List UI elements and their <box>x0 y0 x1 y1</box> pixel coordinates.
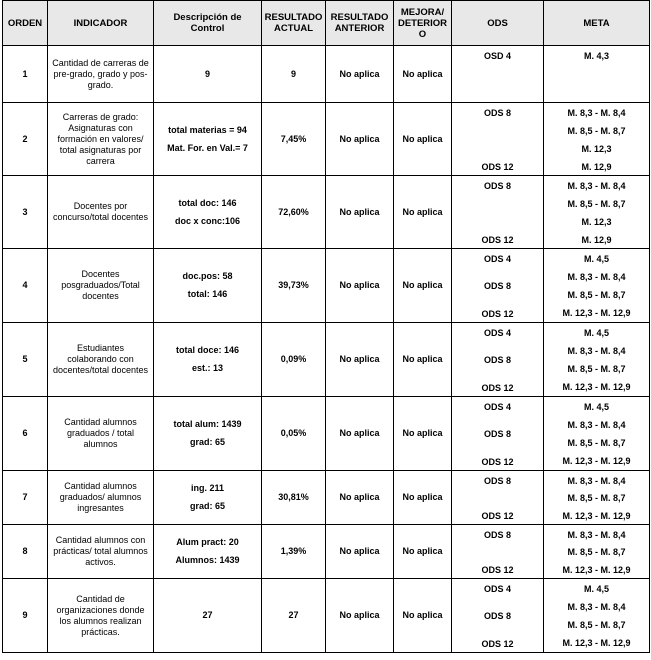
control-line: Alum pract: 20 <box>176 537 239 547</box>
control-line: doc x conc:106 <box>174 215 241 226</box>
ods-value: ODS 8 <box>483 355 511 365</box>
header-descripcion: Descripción de Control <box>154 1 262 46</box>
meta-cell <box>544 103 650 176</box>
meta-value: M. 12,3 - M. 12,9 <box>562 456 631 467</box>
meta-value: M. 12,3 <box>581 216 612 227</box>
meta-value: M. 4,5 <box>583 401 609 412</box>
resultado-actual-cell <box>262 249 326 323</box>
indicador-text: Cantidad de carreras de pre-grado, grado y pos-grado. <box>52 57 149 90</box>
resultado-actual-value: 30,81% <box>278 492 309 502</box>
ods-value: ODS 12 <box>481 161 514 172</box>
orden-value: 1 <box>22 68 28 79</box>
orden-value: 6 <box>22 428 28 438</box>
meta-value: M. 4,3 <box>583 50 609 61</box>
control-cell <box>154 46 262 103</box>
resultado-anterior-cell <box>326 249 394 323</box>
table-row <box>3 46 650 103</box>
mejora-value: No aplica <box>402 206 443 217</box>
resultado-actual-cell <box>262 46 326 103</box>
orden-cell <box>3 397 48 471</box>
meta-value: M. 8,3 - M. 8,4 <box>567 529 626 540</box>
table-row <box>3 471 650 525</box>
meta-cell <box>544 579 650 653</box>
header-mejora: MEJORA/ DETERIOR O <box>394 1 452 46</box>
table-row <box>3 397 650 471</box>
resultado-anterior-value: No aplica <box>339 280 380 290</box>
control-line: total doc: 146 <box>178 197 237 208</box>
mejora-cell <box>394 471 452 525</box>
control-line: est.: 13 <box>191 363 224 373</box>
indicador-text: Cantidad alumnos graduados/ alumnos ingresantes <box>59 481 142 513</box>
ods-cell <box>452 525 544 579</box>
indicador-text: Docentes posgraduados/Total docentes <box>61 269 140 301</box>
ods-value: ODS 12 <box>481 382 514 393</box>
mejora-cell <box>394 176 452 249</box>
header-ods: ODS <box>452 1 544 46</box>
orden-value: 2 <box>22 133 28 144</box>
ods-cell <box>452 176 544 249</box>
resultado-anterior-cell <box>326 46 394 103</box>
meta-value: M. 8,5 - M. 8,7 <box>567 547 626 557</box>
mejora-value: No aplica <box>402 428 443 438</box>
mejora-cell <box>394 525 452 579</box>
ods-value: ODS 4 <box>483 327 511 338</box>
ods-value: ODS 8 <box>483 475 511 486</box>
ods-cell <box>452 323 544 397</box>
orden-value: 3 <box>22 206 28 217</box>
resultado-actual-cell <box>262 471 326 525</box>
meta-value: M. 8,3 - M. 8,4 <box>567 475 626 486</box>
resultado-actual-value: 72,60% <box>278 206 309 217</box>
meta-cell <box>544 323 650 397</box>
resultado-actual-cell <box>262 176 326 249</box>
resultado-actual-value: 9 <box>290 68 296 79</box>
ods-value: ODS 12 <box>481 456 514 467</box>
control-line: Alumnos: 1439 <box>175 555 240 565</box>
meta-value: M. 8,5 - M. 8,7 <box>567 290 626 301</box>
resultado-anterior-cell <box>326 176 394 249</box>
table-row <box>3 103 650 176</box>
resultado-anterior-value: No aplica <box>339 133 380 144</box>
meta-value: M. 12,9 <box>581 161 612 172</box>
indicador-cell <box>48 323 154 397</box>
resultado-anterior-cell <box>326 471 394 525</box>
mejora-value: No aplica <box>402 354 443 364</box>
control-cell <box>154 103 262 176</box>
orden-value: 5 <box>22 354 28 364</box>
control-line: doc.pos: 58 <box>182 271 233 281</box>
ods-cell <box>452 397 544 471</box>
resultado-anterior-value: No aplica <box>339 354 380 364</box>
resultado-anterior-value: No aplica <box>339 428 380 438</box>
ods-cell <box>452 103 544 176</box>
ods-value: ODS 12 <box>481 564 514 575</box>
ods-value: ODS 8 <box>483 107 511 118</box>
ods-value: ODS 8 <box>483 281 511 291</box>
resultado-anterior-value: No aplica <box>339 492 380 502</box>
mejora-cell <box>394 103 452 176</box>
control-cell <box>154 397 262 471</box>
control-line: total alum: 1439 <box>173 419 242 429</box>
meta-value: M. 8,3 - M. 8,4 <box>567 107 626 118</box>
ods-value: ODS 12 <box>481 510 514 521</box>
ods-value: ODS 8 <box>483 180 511 191</box>
orden-cell <box>3 176 48 249</box>
ods-cell <box>452 46 544 103</box>
control-cell <box>154 323 262 397</box>
header-resultado-anterior: RESULTADO ANTERIOR <box>326 1 394 46</box>
ods-value: OSD 4 <box>483 50 511 61</box>
control-line: ing. 211 <box>190 483 225 493</box>
resultado-actual-cell <box>262 397 326 471</box>
orden-cell <box>3 46 48 103</box>
resultado-actual-value: 27 <box>288 610 299 620</box>
mejora-cell <box>394 46 452 103</box>
resultado-actual-value: 7,45% <box>280 133 307 144</box>
resultado-actual-value: 0,05% <box>280 428 307 438</box>
control-line: 9 <box>204 68 210 79</box>
indicators-sheet <box>2 0 649 653</box>
meta-value: M. 8,3 - M. 8,4 <box>567 601 626 612</box>
indicador-cell <box>48 471 154 525</box>
orden-cell <box>3 103 48 176</box>
meta-value: M. 8,5 - M. 8,7 <box>567 493 626 503</box>
table-row <box>3 579 650 653</box>
indicador-cell <box>48 397 154 471</box>
resultado-actual-value: 39,73% <box>278 280 309 290</box>
ods-value: ODS 8 <box>483 429 511 439</box>
control-line: total doce: 146 <box>175 345 240 355</box>
ods-value: ODS 4 <box>483 583 511 594</box>
mejora-cell <box>394 397 452 471</box>
orden-value: 4 <box>22 280 28 290</box>
resultado-anterior-cell <box>326 525 394 579</box>
ods-value: ODS 8 <box>483 611 511 621</box>
meta-value: M. 4,5 <box>583 583 609 594</box>
meta-value: M. 8,5 - M. 8,7 <box>567 125 626 136</box>
mejora-value: No aplica <box>402 492 443 502</box>
meta-value: M. 4,5 <box>583 327 609 338</box>
indicador-cell <box>48 46 154 103</box>
meta-cell <box>544 471 650 525</box>
meta-value: M. 8,3 - M. 8,4 <box>567 180 626 191</box>
meta-value: M. 8,5 - M. 8,7 <box>567 438 626 449</box>
resultado-anterior-cell <box>326 103 394 176</box>
control-line: Mat. For. en Val.= 7 <box>167 142 248 153</box>
table-row <box>3 249 650 323</box>
indicador-text: Docentes por concurso/total docentes <box>52 201 149 222</box>
meta-value: M. 12,3 - M. 12,9 <box>562 308 631 319</box>
meta-value: M. 12,3 - M. 12,9 <box>562 564 631 575</box>
mejora-value: No aplica <box>402 610 443 620</box>
indicador-text: Carreras de grado: Asignaturas con formación en valores/ total asignaturas por carrera <box>57 111 144 166</box>
mejora-cell <box>394 323 452 397</box>
meta-value: M. 8,5 - M. 8,7 <box>567 198 626 209</box>
control-cell <box>154 176 262 249</box>
header-meta: META <box>544 1 650 46</box>
control-line: 27 <box>202 610 213 620</box>
meta-value: M. 8,3 - M. 8,4 <box>567 419 626 430</box>
ods-cell <box>452 579 544 653</box>
orden-value: 9 <box>22 610 28 620</box>
resultado-anterior-cell <box>326 579 394 653</box>
ods-value: ODS 4 <box>483 401 511 412</box>
orden-cell <box>3 323 48 397</box>
table-row <box>3 323 650 397</box>
header-row <box>3 1 650 46</box>
indicador-cell <box>48 176 154 249</box>
ods-value: ODS 8 <box>483 529 511 540</box>
meta-value: M. 12,3 <box>581 143 612 154</box>
header-indicador: INDICADOR <box>48 1 154 46</box>
resultado-anterior-value: No aplica <box>339 610 380 620</box>
indicators-table <box>2 0 650 653</box>
resultado-anterior-value: No aplica <box>339 206 380 217</box>
control-cell <box>154 525 262 579</box>
meta-cell <box>544 249 650 323</box>
ods-value: ODS 12 <box>481 638 514 649</box>
meta-value: M. 4,5 <box>583 253 609 264</box>
table-body <box>3 46 650 653</box>
resultado-anterior-cell <box>326 323 394 397</box>
mejora-value: No aplica <box>402 546 443 556</box>
orden-cell <box>3 525 48 579</box>
control-line: grad: 65 <box>189 501 225 511</box>
meta-value: M. 8,5 - M. 8,7 <box>567 620 626 631</box>
meta-cell <box>544 46 650 103</box>
ods-cell <box>452 471 544 525</box>
orden-value: 7 <box>22 492 28 502</box>
meta-value: M. 8,5 - M. 8,7 <box>567 364 626 375</box>
header-resultado-actual: RESULTADO ACTUAL <box>262 1 326 46</box>
meta-cell <box>544 176 650 249</box>
meta-value: M. 12,3 - M. 12,9 <box>562 382 631 393</box>
indicador-text: Cantidad alumnos graduados / total alumnos <box>64 417 137 449</box>
mejora-cell <box>394 249 452 323</box>
meta-value: M. 8,3 - M. 8,4 <box>567 271 626 282</box>
meta-cell <box>544 397 650 471</box>
resultado-actual-cell <box>262 323 326 397</box>
resultado-anterior-value: No aplica <box>339 68 380 79</box>
indicador-text: Estudiantes colaborando con docentes/total docentes <box>52 343 149 375</box>
resultado-actual-value: 1,39% <box>280 546 307 556</box>
orden-value: 8 <box>22 546 28 556</box>
orden-cell <box>3 249 48 323</box>
meta-value: M. 12,3 - M. 12,9 <box>562 638 631 649</box>
resultado-actual-cell <box>262 579 326 653</box>
meta-cell <box>544 525 650 579</box>
resultado-anterior-cell <box>326 397 394 471</box>
mejora-value: No aplica <box>402 133 443 144</box>
resultado-anterior-value: No aplica <box>339 546 380 556</box>
control-line: total materias = 94 <box>168 124 247 135</box>
control-cell <box>154 471 262 525</box>
meta-value: M. 8,3 - M. 8,4 <box>567 345 626 356</box>
indicador-text: Cantidad de organizaciones donde los alumnos realizan prácticas. <box>56 593 145 637</box>
orden-cell <box>3 579 48 653</box>
control-line: grad: 65 <box>189 437 225 447</box>
ods-value: ODS 12 <box>481 308 514 319</box>
resultado-actual-cell <box>262 525 326 579</box>
orden-cell <box>3 471 48 525</box>
control-cell <box>154 249 262 323</box>
mejora-value: No aplica <box>402 68 443 79</box>
table-row <box>3 176 650 249</box>
ods-cell <box>452 249 544 323</box>
control-line: total: 146 <box>187 289 228 299</box>
indicador-cell <box>48 103 154 176</box>
indicador-cell <box>48 579 154 653</box>
meta-value: M. 12,9 <box>581 234 612 245</box>
table-row <box>3 525 650 579</box>
meta-value: M. 12,3 - M. 12,9 <box>562 510 631 521</box>
indicador-cell <box>48 249 154 323</box>
ods-value: ODS 4 <box>483 253 511 264</box>
resultado-actual-cell <box>262 103 326 176</box>
ods-value: ODS 12 <box>481 234 514 245</box>
header-orden: ORDEN <box>3 1 48 46</box>
mejora-cell <box>394 579 452 653</box>
indicador-cell <box>48 525 154 579</box>
resultado-actual-value: 0,09% <box>280 354 307 364</box>
control-cell <box>154 579 262 653</box>
indicador-text: Cantidad alumnos con prácticas/ total alumnos activos. <box>53 535 148 567</box>
mejora-value: No aplica <box>402 280 443 290</box>
